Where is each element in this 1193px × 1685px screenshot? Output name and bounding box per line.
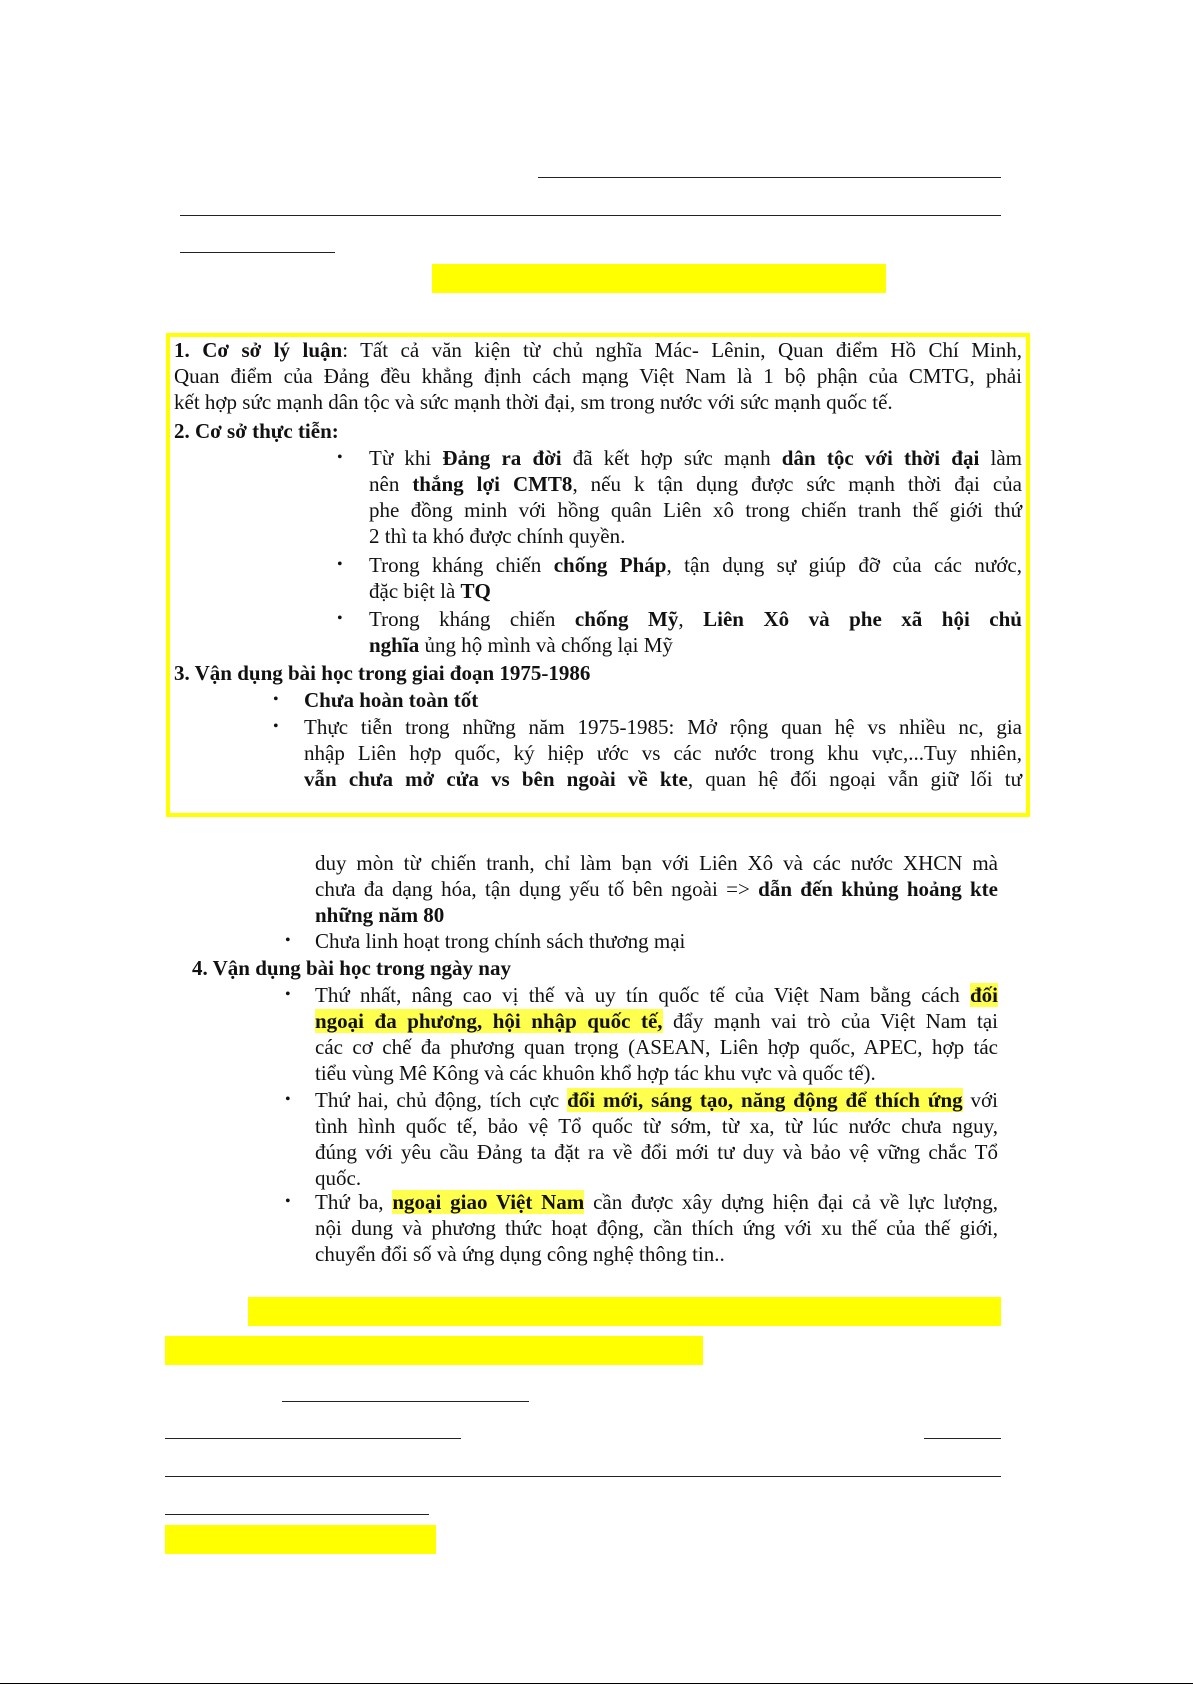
section-1 — [174, 337, 1022, 415]
bullet-marker: • — [285, 932, 291, 949]
redacted-line-2 — [180, 215, 1001, 216]
section-3-item-2-part-a: Thực tiễn trong những năm 1975-1985: Mở rộng quan hệ vs nhiều nc, gia nhập Liên hợp quốc, ký hiệp ước vs các nước trong khu vực,...Tuy nhiên, vẫn chưa mở cửa vs bên ngoài về kte, quan hệ đối ngoại vẫn giữ lối tư — [304, 715, 1022, 791]
section-2-item-3: Trong kháng chiến chống Mỹ, Liên Xô và phe xã hội chủ nghĩa ủng hộ mình và chống lại Mỹ — [369, 607, 1022, 657]
redacted-highlight-3 — [165, 1336, 703, 1365]
redacted-highlight-1 — [432, 264, 886, 293]
section-2-item-2: Trong kháng chiến chống Pháp, tận dụng sự giúp đỡ của các nước, đặc biệt là TQ — [369, 553, 1022, 603]
section-4-item-3: Thứ ba, ngoại giao Việt Nam cần được xây dựng hiện đại cả về lực lượng, nội dung và phương thức hoạt động, cần thích ứng với xu thế của thế giới, chuyển đổi số và ứng dụng công nghệ thông tin.. — [315, 1190, 998, 1266]
bullet-marker: • — [273, 691, 279, 708]
section-4-item-1: Thứ nhất, nâng cao vị thế và uy tín quốc tế của Việt Nam bằng cách đối ngoại đa phương, hội nhập quốc tế, đẩy mạnh vai trò của Việt Nam tại các cơ chế đa phương quan trọng (ASEAN, Liên hợp quốc, APEC, hợp tác tiểu vùng Mê Kông và các khuôn khổ hợp tác khu vực và quốc tế). — [315, 983, 998, 1085]
redacted-highlight-4 — [165, 1525, 436, 1554]
bullet-marker: • — [337, 449, 343, 466]
redacted-line-5 — [165, 1438, 461, 1439]
redacted-line-3 — [180, 252, 335, 253]
section-3-item-3: Chưa linh hoạt trong chính sách thương mại — [315, 929, 686, 953]
redacted-line-4 — [282, 1401, 529, 1402]
bullet-marker: • — [285, 986, 291, 1003]
section-1-heading: Cơ sở lý luận — [202, 338, 343, 362]
section-1-line-1: 1. Cơ sở lý luận: Tất cả văn kiện từ chủ nghĩa Mác- Lênin, Quan điểm Hồ Chí Minh, — [174, 338, 1023, 362]
redacted-line-1 — [538, 177, 1001, 178]
bullet-marker: • — [337, 610, 343, 627]
section-4-heading: 4. Vận dụng bài học trong ngày nay — [192, 956, 511, 980]
section-1-line-3: kết hợp sức mạnh dân tộc và sức mạnh thời đại, sm trong nước với sức mạnh quốc tế. — [174, 390, 893, 414]
page-bottom-rule — [0, 1683, 1193, 1684]
bullet-marker: • — [285, 1193, 291, 1210]
redacted-line-8 — [165, 1514, 429, 1515]
bullet-marker: • — [337, 556, 343, 573]
bullet-marker: • — [273, 718, 279, 735]
redacted-line-6 — [924, 1438, 1001, 1439]
section-2-heading: 2. Cơ sở thực tiễn: — [174, 419, 339, 443]
section-3-heading: 3. Vận dụng bài học trong giai đoạn 1975-1986 — [174, 661, 591, 685]
redacted-line-7 — [165, 1476, 1001, 1477]
section-2-item-1: Từ khi Đảng ra đời đã kết hợp sức mạnh dân tộc với thời đại làm nên thắng lợi CMT8, nếu k tận dụng được sức mạnh thời đại của phe đồng minh với hồng quân Liên xô trong chiến tranh thế giới thứ 2 thì ta khó được chính quyền. — [369, 446, 1022, 548]
redacted-highlight-2 — [248, 1297, 1001, 1326]
section-1-line-2: Quan điểm của Đảng đều khẳng định cách mạng Việt Nam là 1 bộ phận của CMTG, phải — [174, 364, 1022, 388]
bullet-marker: • — [285, 1091, 291, 1108]
section-1-number: 1. — [174, 338, 203, 362]
section-3-item-1: Chưa hoàn toàn tốt — [304, 688, 479, 712]
section-3-item-2-part-b: duy mòn từ chiến tranh, chỉ làm bạn với Liên Xô và các nước XHCN mà chưa đa dạng hóa, tận dụng yếu tố bên ngoài => dẫn đến khủng hoảng kte những năm 80 — [315, 851, 998, 927]
section-4-item-2: Thứ hai, chủ động, tích cực đổi mới, sáng tạo, năng động để thích ứng với tình hình quốc tế, bảo vệ Tổ quốc từ sớm, từ xa, từ lúc nước chưa nguy, đúng với yêu cầu Đảng ta đặt ra về đổi mới tư duy và bảo vệ vững chắc Tổ quốc. — [315, 1088, 998, 1190]
